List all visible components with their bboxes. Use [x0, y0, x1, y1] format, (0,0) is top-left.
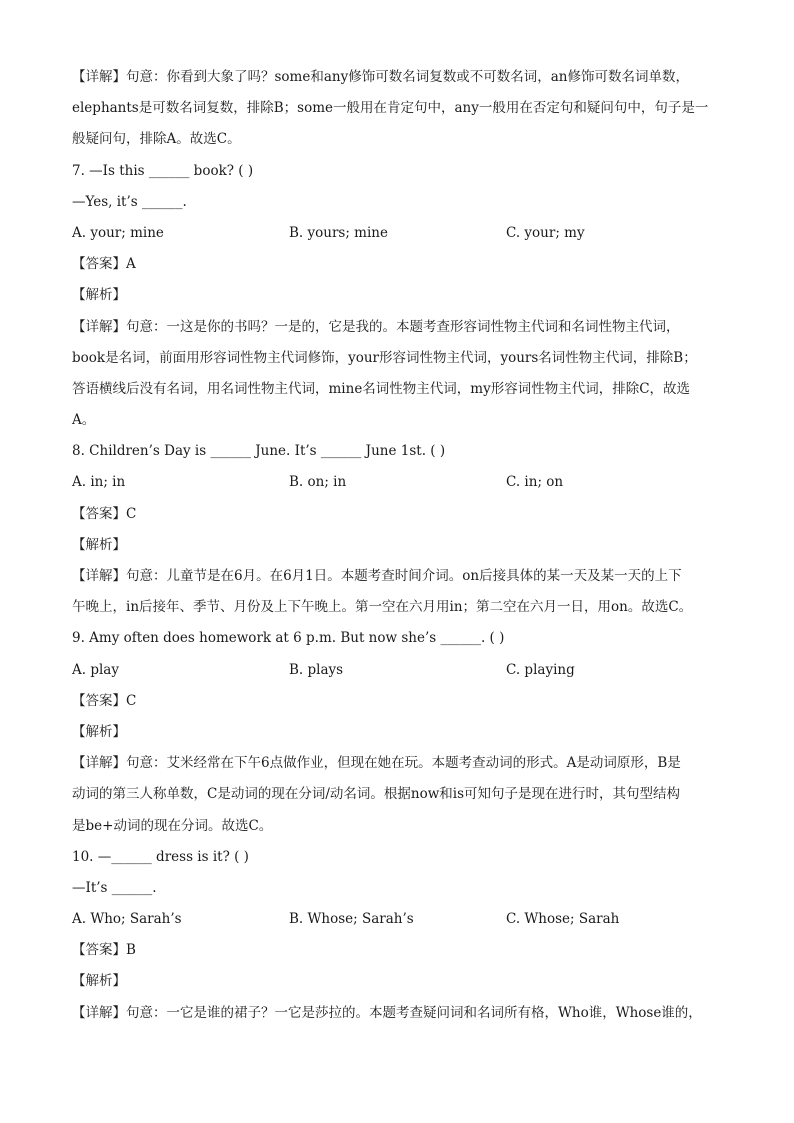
detail-line: 【详解】句意：艾米经常在下午6点做作业，但现在她在玩。本题考查动词的形式。A是动词原形，B是: [72, 755, 681, 772]
question-9-options: [72, 655, 722, 686]
question-7-options: [72, 218, 722, 249]
option-c: C. Whose; Sarah: [506, 911, 620, 928]
option-a: A. in; in: [72, 474, 126, 491]
detail-line: 般疑问句，排除A。故选C。: [72, 131, 241, 148]
option-b: B. on; in: [289, 474, 347, 491]
detail-line: 是be+动词的现在分词。故选C。: [72, 817, 273, 834]
answer-label: 【答案】C: [72, 692, 137, 709]
question-8-stem: 8. Children’s Day is ______ June. It’s ______ June 1st. ( ): [72, 443, 446, 460]
question-10-reply: —It’s ______.: [72, 879, 157, 896]
detail-line: 【详解】句意：一这是你的书吗？一是的，它是我的。本题考查形容词性物主代词和名词性物主代词，: [72, 318, 680, 335]
detail-line: 【详解】句意：一它是谁的裙子？一它是莎拉的。本题考查疑问词和名词所有格，Who谁，Whose谁的，: [72, 1004, 702, 1021]
detail-line: 【详解】句意：你看到大象了吗？some和any修饰可数名词复数或不可数名词，an修饰可数名词单数，: [72, 69, 689, 85]
option-c: C. your; my: [506, 224, 585, 241]
detail-line: elephants是可数名词复数，排除B；some一般用在肯定句中，any一般用在否定句和疑问句中，句子是一: [72, 100, 709, 117]
detail-line: 动词的第三人称单数，C是动词的现在分词/动名词。根据now和is可知句子是现在进行时，其句型结构: [72, 786, 680, 803]
question-7-reply: —Yes, it’s ______.: [72, 193, 187, 210]
analysis-label: 【解析】: [72, 536, 126, 553]
option-b: B. Whose; Sarah’s: [289, 911, 414, 928]
answer-label: 【答案】A: [72, 256, 136, 273]
option-b: B. yours; mine: [289, 224, 388, 241]
question-10-options: [72, 904, 722, 935]
answer-label: 【答案】B: [72, 942, 136, 959]
option-b: B. plays: [289, 661, 344, 678]
detail-line: book是名词，前面用形容词性物主代词修饰，your形容词性物主代词，yours名词性物主代词，排除B；: [72, 349, 697, 366]
analysis-label: 【解析】: [72, 287, 126, 304]
analysis-label: 【解析】: [72, 973, 126, 990]
detail-line: 【详解】句意：儿童节是在6月。在6月1日。本题考查时间介词。on后接具体的某一天及某一天的上下: [72, 568, 682, 584]
option-c: C. in; on: [506, 474, 564, 491]
option-c: C. playing: [506, 661, 575, 678]
answer-label: 【答案】C: [72, 505, 137, 522]
option-a: A. your; mine: [72, 224, 164, 241]
detail-line: 午晚上，in后接年、季节、月份及上下午晚上。第一空在六月用in；第二空在六月一日，用on。故选C。: [72, 599, 693, 616]
analysis-label: 【解析】: [72, 723, 126, 740]
question-7-stem: 7. —Is this ______ book? ( ): [72, 162, 254, 179]
detail-line: 答语横线后没有名词，用名词性物主代词，mine名词性物主代词，my形容词性物主代词，排除C，故选: [72, 380, 691, 397]
option-a: A. Who; Sarah’s: [72, 911, 182, 928]
detail-line: A。: [72, 412, 96, 429]
option-a: A. play: [72, 661, 119, 678]
document-page: [72, 62, 722, 1029]
question-8-options: [72, 467, 722, 498]
question-9-stem: 9. Amy often does homework at 6 p.m. But now she’s ______. ( ): [72, 630, 505, 647]
question-10-stem: 10. —______ dress is it? ( ): [72, 848, 249, 865]
